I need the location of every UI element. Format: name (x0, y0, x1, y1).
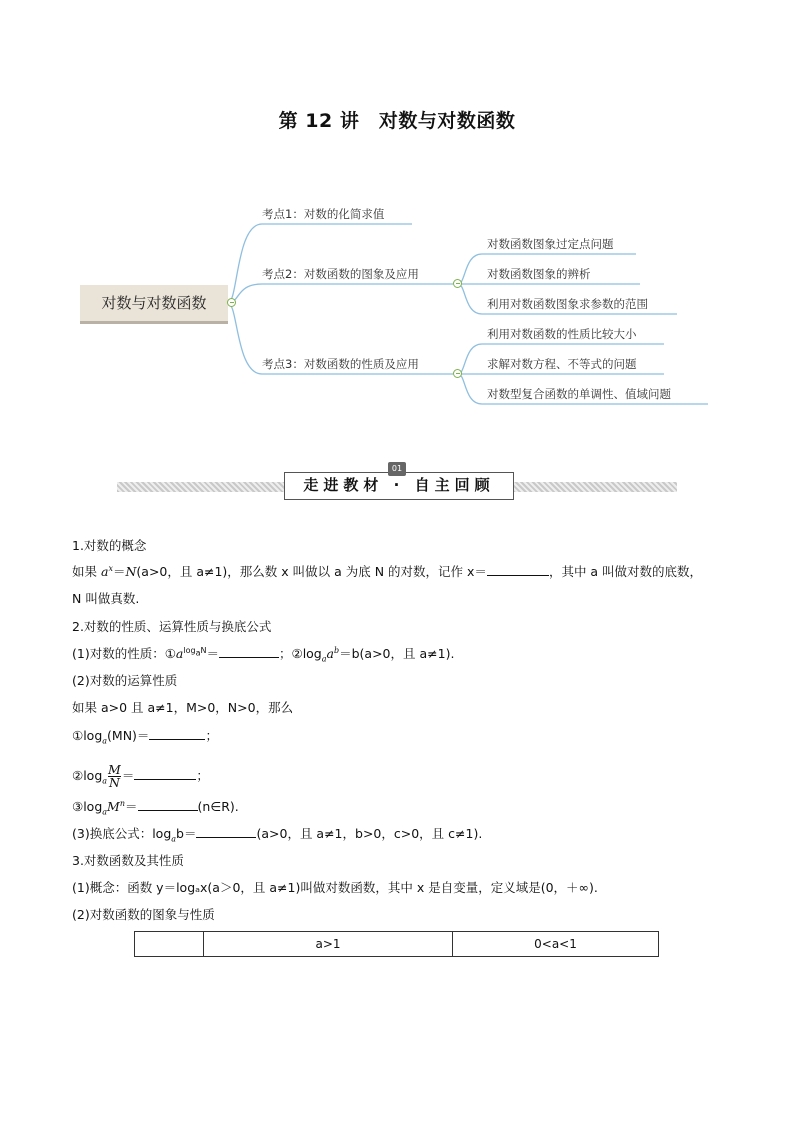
section-banner: 走进教材 · 自主回顾 (284, 472, 514, 500)
table-header-cell (135, 932, 204, 957)
page-title: 第 12 讲 对数与对数函数 (278, 110, 516, 132)
paragraph: N 叫做真数. (72, 591, 140, 606)
paragraph: (2)对数函数的图象与性质 (72, 907, 215, 922)
mindmap-leaf: 利用对数函数图象求参数的范围 (487, 297, 648, 311)
section-heading: 3.对数函数及其性质 (72, 853, 184, 868)
table-header-cell: a>1 (204, 932, 453, 957)
mindmap-leaf: 利用对数函数的性质比较大小 (487, 327, 637, 341)
section-number-badge: 01 (388, 462, 406, 476)
formula-line: $③\log_aM^n=$ (n∈R). (72, 798, 239, 817)
table-row (135, 932, 659, 957)
collapse-root-icon[interactable] (227, 298, 236, 307)
mindmap-root: 对数与对数函数 (80, 285, 228, 321)
mindmap-branch-3: 考点3：对数函数的性质及应用 (262, 357, 419, 371)
table-header-cell: 0<a<1 (453, 932, 659, 957)
formula-line: $②\log_a$ $\frac{M}{N}$ ＝ ； (72, 762, 209, 790)
properties-table (134, 931, 659, 957)
mindmap-leaf: 求解对数方程、不等式的问题 (487, 357, 637, 371)
collapse-branch-3-icon[interactable] (453, 369, 462, 378)
formula-line: $①\log_a(MN)=$ ； (72, 728, 218, 746)
paragraph: (2)对数的运算性质 (72, 673, 178, 688)
mindmap-leaf: 对数函数图象过定点问题 (487, 237, 614, 251)
paragraph: 如果 $a^x=N(a>0$，且 a≠1)，那么数 x 叫做以 a 为底 N 的对数，记作 x＝ ，其中 a 叫做对数的底数， (72, 563, 703, 579)
paragraph: (1)对数的性质：$①a^{log_aN}=$ ；$②\log_aa^b=b(a>0$，且 a≠1). (72, 645, 455, 664)
mindmap-leaf: 对数函数图象的辨析 (487, 267, 591, 281)
paragraph: (1)概念：函数 y＝logₐx(a＞0，且 a≠1)叫做对数函数，其中 x 是自变量，定义域是(0，＋∞). (72, 880, 598, 895)
section-heading: 2.对数的性质、运算性质与换底公式 (72, 619, 272, 634)
mindmap-leaf: 对数型复合函数的单调性、值域问题 (487, 387, 671, 401)
collapse-branch-2-icon[interactable] (453, 279, 462, 288)
section-heading: 1.对数的概念 (72, 538, 147, 553)
mindmap-branch-1: 考点1：对数的化简求值 (262, 207, 385, 221)
mindmap-branch-2: 考点2：对数函数的图象及应用 (262, 267, 419, 281)
paragraph: 如果 a>0 且 a≠1，M>0，N>0，那么 (72, 700, 294, 715)
formula-line: (3)换底公式：$\log_ab= (a>0$，且 a≠1，b>0，c>0，且 c≠1). (72, 826, 483, 844)
